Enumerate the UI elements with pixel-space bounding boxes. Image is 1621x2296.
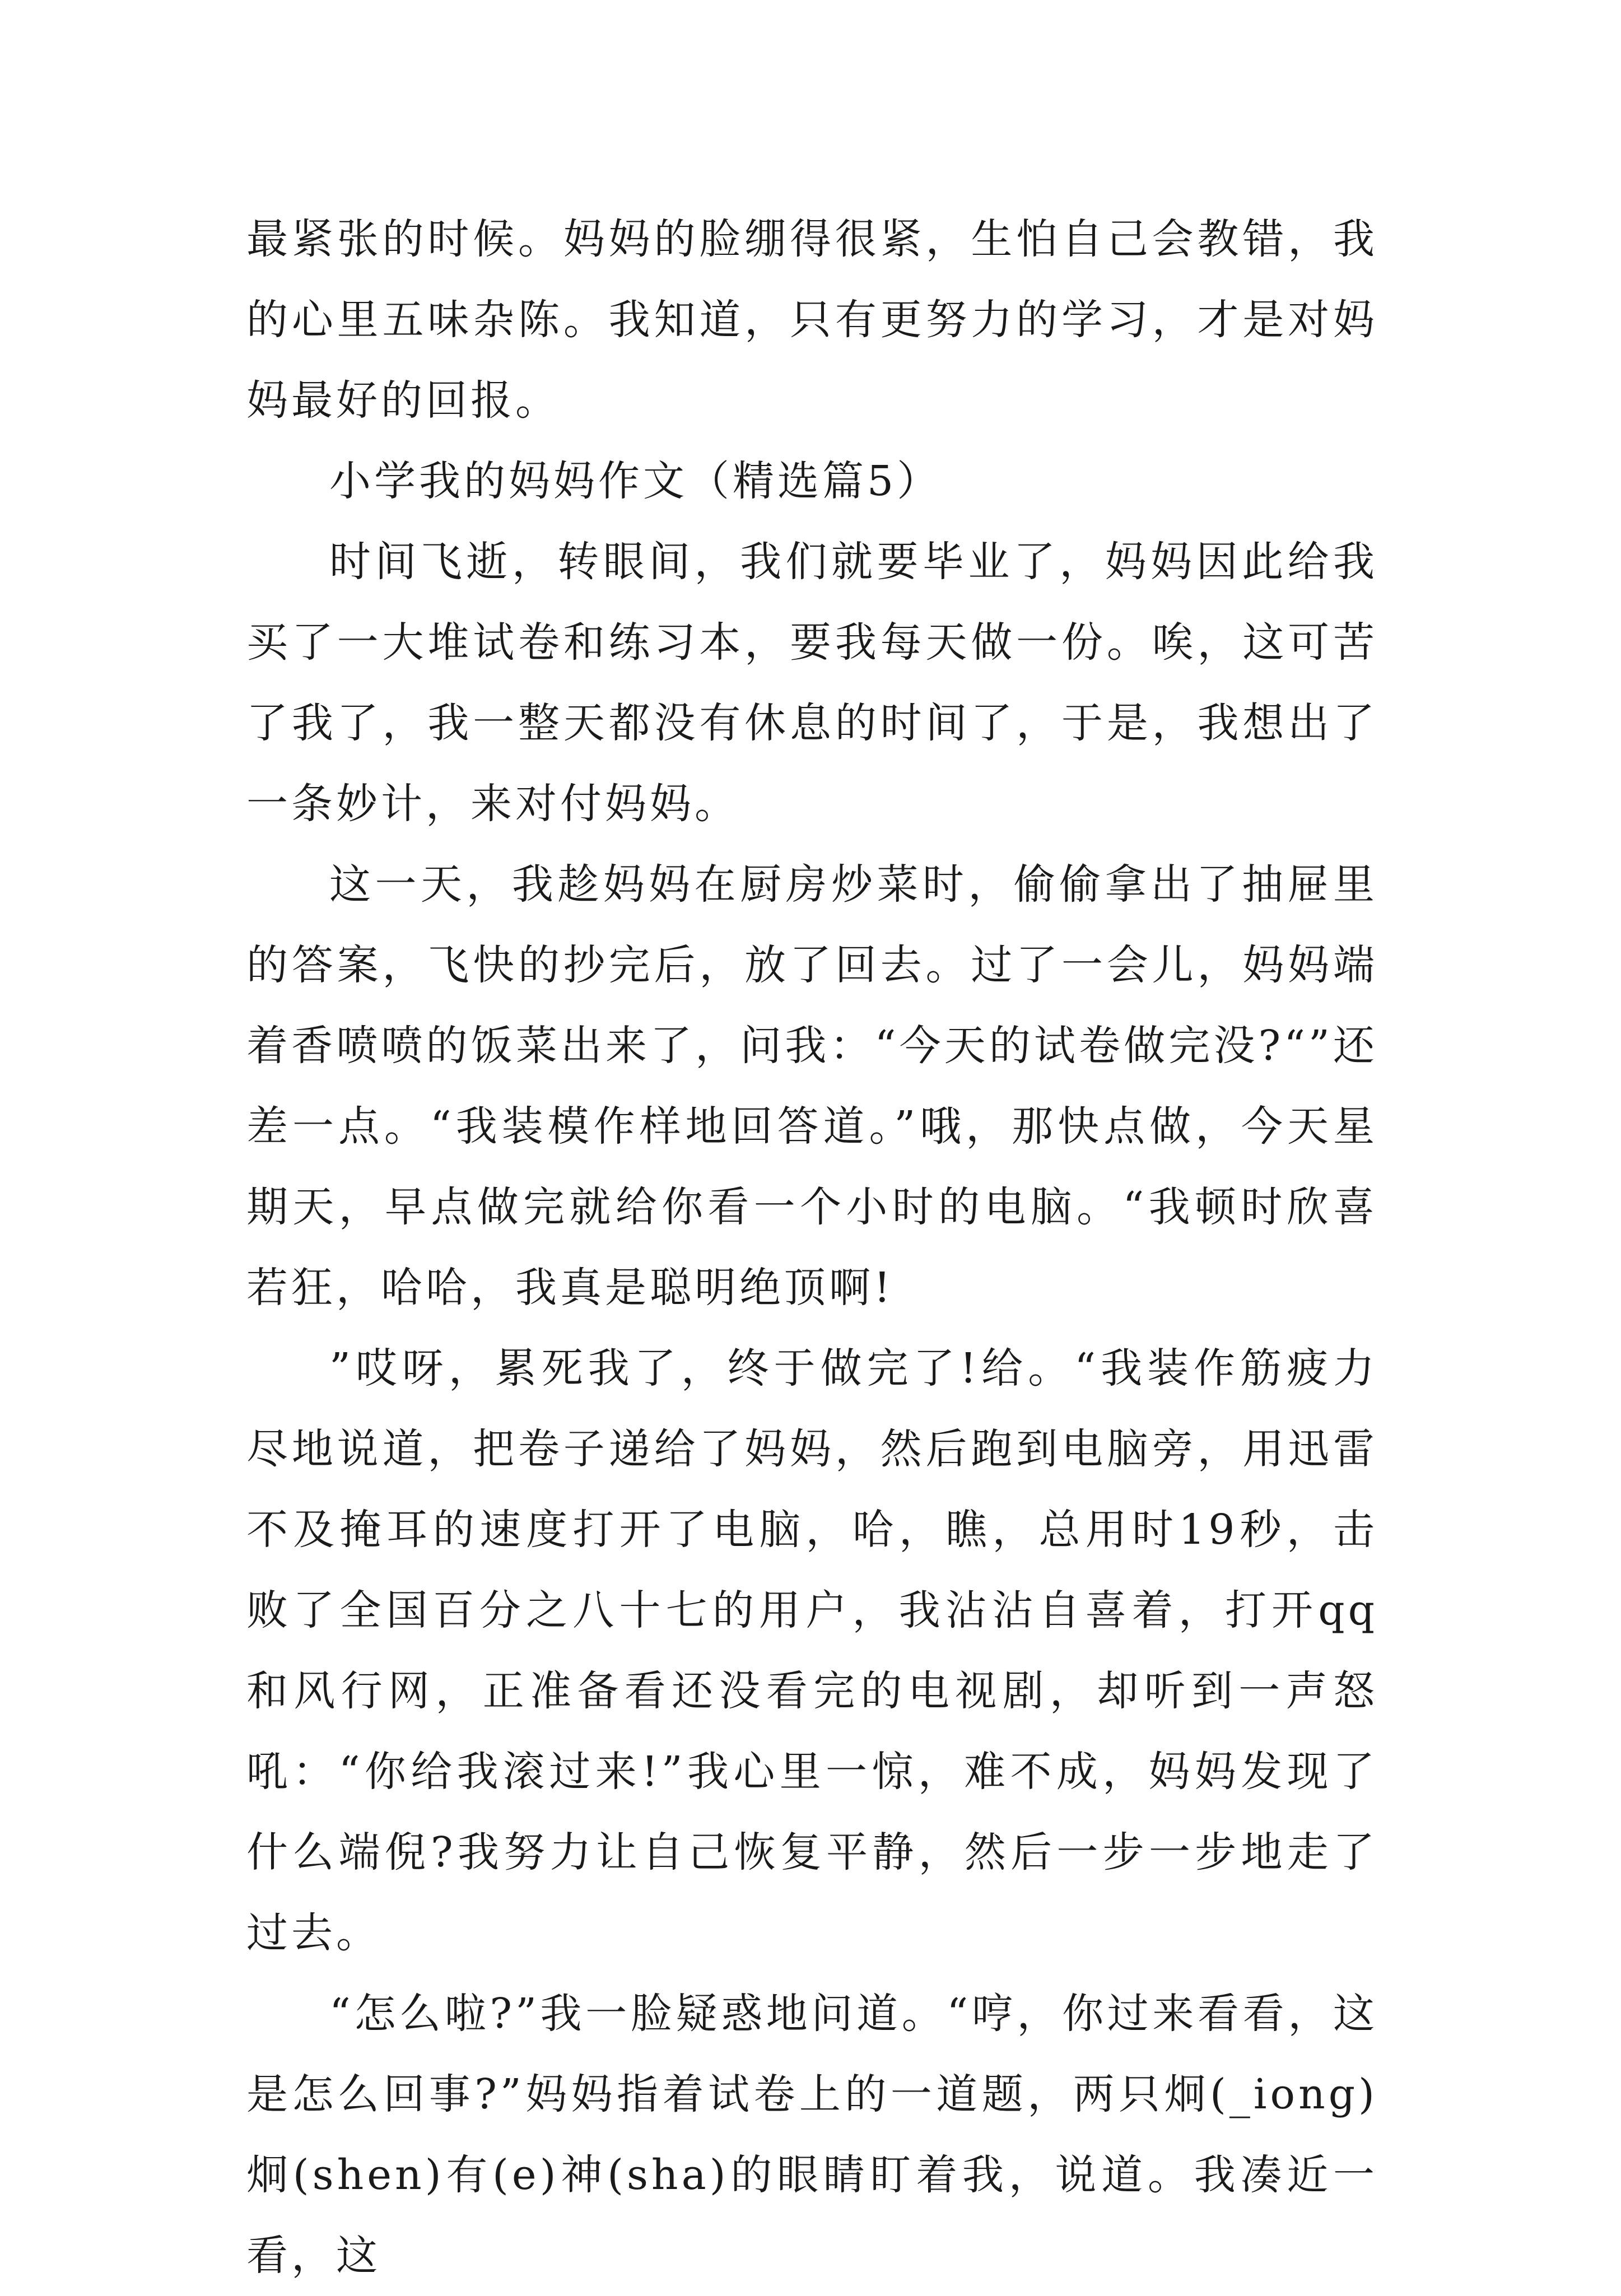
document-body (246, 199, 1378, 2296)
paragraph: 这一天，我趁妈妈在厨房炒菜时，偷偷拿出了抽屉里的答案，飞快的抄完后，放了回去。过了一会儿，妈妈端着香喷喷的饭菜出来了，问我：“今天的试卷做完没?“”还差一点。“我装模作样地回答道。”哦，那快点做，今天星期天，早点做完就给你看一个小时的电脑。“我顿时欣喜若狂，哈哈，我真是聪明绝顶啊! (246, 860, 1378, 1312)
paragraph: ”哎呀，累死我了，终于做完了!给。“我装作筋疲力尽地说道，把卷子递给了妈妈，然后跑到电脑旁，用迅雷不及掩耳的速度打开了电脑，哈，瞧，总用时19秒，击败了全国百分之八十七的用户，我沾沾自喜着，打开qq和风行网，正准备看还没看完的电视剧，却听到一声怒吼：“你给我滚过来!”我心里一惊，难不成，妈妈发现了什么端倪?我努力让自己恢复平静，然后一步一步地走了过去。 (246, 1344, 1378, 1957)
section-heading: 小学我的妈妈作文（精选篇5） (329, 457, 942, 505)
paragraph: “怎么啦?”我一脸疑惑地问道。“哼，你过来看看，这是怎么回事?”妈妈指着试卷上的一道题，两只炯(_iong)炯(shen)有(e)神(sha)的眼睛盯着我，说道。我凑近一看，这 (246, 1990, 1378, 2280)
paragraph: 时间飞逝，转眼间，我们就要毕业了，妈妈因此给我买了一大堆试卷和练习本，要我每天做一份。唉，这可苦了我了，我一整天都没有休息的时间了，于是，我想出了一条妙计，来对付妈妈。 (246, 538, 1378, 828)
paragraph-continued: 最紧张的时候。妈妈的脸绷得很紧，生怕自己会教错，我的心里五味杂陈。我知道，只有更努力的学习，才是对妈妈最好的回报。 (246, 215, 1378, 425)
